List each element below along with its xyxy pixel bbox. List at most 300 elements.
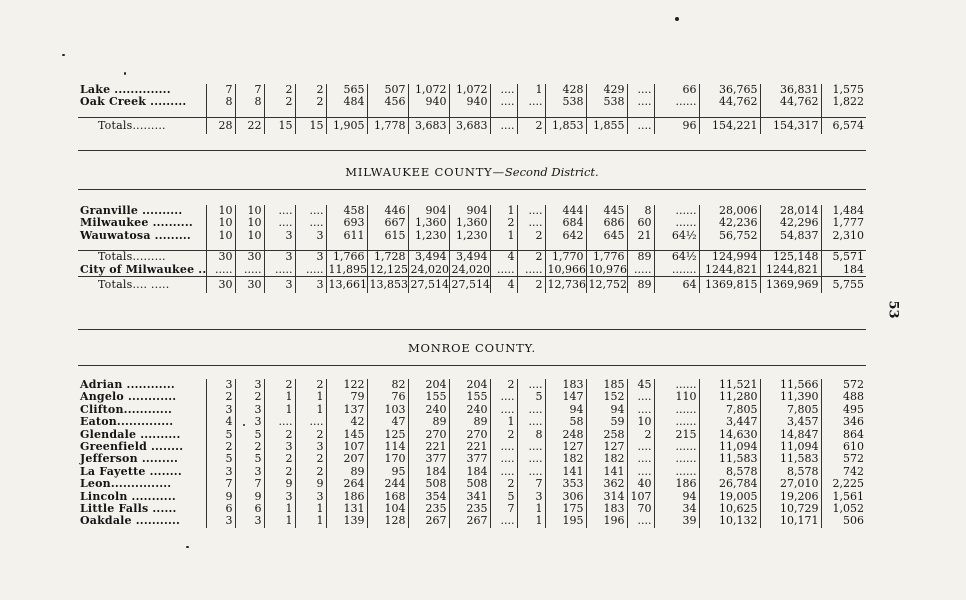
table-cell: 428 — [545, 84, 586, 96]
table-cell: 168 — [367, 491, 408, 503]
spacer-cell — [78, 242, 206, 251]
table-cell: 183 — [545, 379, 586, 391]
table-cell: 22 — [235, 117, 264, 134]
table-cell: ...... — [654, 205, 699, 217]
page-number: 53 — [885, 300, 901, 319]
town-name: Jefferson ......... — [80, 453, 179, 466]
table-cell: 15 — [295, 117, 326, 134]
spacer-cell — [408, 242, 449, 251]
spacer-cell — [367, 242, 408, 251]
table-cell: ..... — [295, 264, 326, 277]
table-cell: 10,132 — [699, 515, 760, 527]
table-cell: 13,853 — [367, 277, 408, 294]
table-cell: ..... — [490, 264, 517, 277]
table-cell: 1 — [490, 205, 517, 217]
table-cell: 64½ — [654, 251, 699, 264]
spacer-cell — [517, 242, 545, 251]
table-cell: .... — [490, 441, 517, 453]
spacer-cell — [367, 109, 408, 118]
table-cell: 139 — [326, 515, 367, 527]
town-name: Greenfield ........ — [80, 441, 184, 454]
table-cell: 565 — [326, 84, 367, 96]
table-cell: 362 — [586, 478, 627, 490]
table-cell: 1 — [517, 84, 545, 96]
table-cell: 1244,821 — [699, 264, 760, 277]
table-cell: 30 — [206, 251, 235, 264]
table-cell: 10,171 — [760, 515, 821, 527]
table-cell: 186 — [654, 478, 699, 490]
table-cell: 615 — [367, 230, 408, 242]
table-cell: 235 — [449, 503, 490, 515]
table-cell: 2 — [490, 478, 517, 490]
table-cell: .... — [264, 416, 295, 428]
town-name: Little Falls ...... — [80, 503, 177, 516]
table-cell: 2 — [264, 453, 295, 465]
table-cell: 27,514 — [408, 277, 449, 294]
table-cell: 2 — [264, 96, 295, 108]
table-cell: 611 — [326, 230, 367, 242]
table-cell: 9 — [264, 478, 295, 490]
table-cell: 354 — [408, 491, 449, 503]
table-cell: 11,094 — [699, 441, 760, 453]
table-cell: 114 — [367, 441, 408, 453]
table-cell: 215 — [654, 429, 699, 441]
table-cell: 34 — [654, 503, 699, 515]
table-cell: 89 — [408, 416, 449, 428]
milwaukee-heading-subtitle: Second District. — [504, 165, 599, 179]
table-cell: 1 — [295, 391, 326, 403]
table-cell: 240 — [449, 404, 490, 416]
table-cell: .... — [517, 379, 545, 391]
table-cell: 642 — [545, 230, 586, 242]
table-cell: 11,895 — [326, 264, 367, 277]
table-cell: 1,853 — [545, 117, 586, 134]
section-divider — [78, 329, 866, 330]
table-cell: 5 — [206, 429, 235, 441]
table-cell: 572 — [821, 379, 866, 391]
table-cell: 3 — [206, 379, 235, 391]
table-cell: 235 — [408, 503, 449, 515]
spacer-cell — [821, 109, 866, 118]
table-cell: 19,206 — [760, 491, 821, 503]
table-cell: ..... — [235, 264, 264, 277]
town-name: Lincoln ........... — [80, 490, 176, 503]
table-cell: 36,831 — [760, 84, 821, 96]
town-name: Eaton.............. — [80, 416, 174, 429]
table-cell: ..... — [206, 264, 235, 277]
table-cell: 3 — [206, 404, 235, 416]
table-cell: 56,752 — [699, 230, 760, 242]
table-cell: 127 — [545, 441, 586, 453]
table-cell: 1,561 — [821, 491, 866, 503]
table-cell: 44,762 — [760, 96, 821, 108]
totals-row — [78, 277, 866, 294]
table-cell: 1244,821 — [760, 264, 821, 277]
table-cell: 42 — [326, 416, 367, 428]
table-cell: 110 — [654, 391, 699, 403]
table-cell: 204 — [408, 379, 449, 391]
table-cell: 89 — [627, 251, 654, 264]
table-cell: 10 — [206, 205, 235, 217]
table-cell: 58 — [545, 416, 586, 428]
table-cell: 2 — [206, 441, 235, 453]
spacer-cell — [490, 242, 517, 251]
spacer-cell — [206, 242, 235, 251]
monroe-heading: MONROE COUNTY. — [407, 341, 537, 355]
table-cell: ..... — [264, 264, 295, 277]
table-cell: 24,020 — [408, 264, 449, 277]
table-cell: 94 — [545, 404, 586, 416]
table-cell: ...... — [654, 416, 699, 428]
table-cell: 1,360 — [408, 217, 449, 229]
table-row — [78, 478, 866, 490]
table-cell: 686 — [586, 217, 627, 229]
table-cell: 3 — [264, 277, 295, 294]
table-cell: 27,010 — [760, 478, 821, 490]
table-row — [78, 264, 866, 277]
table-cell: 30 — [235, 251, 264, 264]
table-cell: 155 — [449, 391, 490, 403]
table-cell: 484 — [326, 96, 367, 108]
table-cell: 1,072 — [449, 84, 490, 96]
spacer-cell — [654, 242, 699, 251]
table-cell: 8,578 — [699, 466, 760, 478]
table-cell: 940 — [408, 96, 449, 108]
table-cell: 693 — [326, 217, 367, 229]
spacer-cell — [295, 109, 326, 118]
table-cell: 742 — [821, 466, 866, 478]
table-cell: 182 — [545, 453, 586, 465]
table-cell: 95 — [367, 466, 408, 478]
table-cell: 128 — [367, 515, 408, 527]
table-cell: 66 — [654, 84, 699, 96]
table-cell: 6,574 — [821, 117, 866, 134]
table-cell: 1 — [264, 503, 295, 515]
table-cell: 184 — [408, 466, 449, 478]
table-cell: 7 — [235, 478, 264, 490]
monroe-table — [78, 379, 866, 528]
table-cell: 64½ — [654, 230, 699, 242]
table-cell: 2 — [295, 429, 326, 441]
table-cell: 7 — [206, 478, 235, 490]
table-cell: 3 — [235, 404, 264, 416]
table-row — [78, 84, 866, 96]
table-row — [78, 453, 866, 465]
table-cell: 10 — [235, 217, 264, 229]
table-cell: 124,994 — [699, 251, 760, 264]
table-cell: 456 — [367, 96, 408, 108]
spacer-cell — [760, 242, 821, 251]
table-cell: 2 — [517, 117, 545, 134]
table-cell: 94 — [586, 404, 627, 416]
table-row — [78, 96, 866, 108]
table-cell: 8,578 — [760, 466, 821, 478]
table-cell: 204 — [449, 379, 490, 391]
table-cell: 122 — [326, 379, 367, 391]
table-cell: 506 — [821, 515, 866, 527]
first-section-table — [78, 84, 866, 134]
table-row — [78, 230, 866, 242]
totals-label: Totals......... — [78, 117, 206, 134]
table-cell: 1 — [264, 391, 295, 403]
table-cell: 3 — [264, 251, 295, 264]
spacer-cell — [821, 242, 866, 251]
town-name: Leon............... — [80, 478, 172, 491]
table-cell: ...... — [654, 96, 699, 108]
table-cell: 7 — [517, 478, 545, 490]
table-cell: 1,575 — [821, 84, 866, 96]
spacer-cell — [627, 242, 654, 251]
table-cell: 1 — [517, 515, 545, 527]
table-cell: 127 — [586, 441, 627, 453]
table-cell: 8 — [517, 429, 545, 441]
spacer-cell — [545, 109, 586, 118]
table-cell: 904 — [449, 205, 490, 217]
table-cell: 3 — [295, 230, 326, 242]
table-cell: .... — [490, 117, 517, 134]
table-cell: ..... — [517, 264, 545, 277]
spacer-cell — [586, 109, 627, 118]
table-cell: 103 — [367, 404, 408, 416]
table-cell: 667 — [367, 217, 408, 229]
table-cell: 306 — [545, 491, 586, 503]
totals-row — [78, 251, 866, 264]
table-cell: 488 — [821, 391, 866, 403]
section-divider — [78, 150, 866, 151]
table-cell: 14,847 — [760, 429, 821, 441]
table-cell: 12,125 — [367, 264, 408, 277]
table-cell: 2 — [627, 429, 654, 441]
table-cell: 3 — [235, 379, 264, 391]
table-cell: 2 — [235, 391, 264, 403]
table-cell: 267 — [449, 515, 490, 527]
table-cell: 3,447 — [699, 416, 760, 428]
table-cell: 2 — [206, 391, 235, 403]
spacer-cell — [326, 242, 367, 251]
table-cell: 24,020 — [449, 264, 490, 277]
table-cell: 10 — [627, 416, 654, 428]
table-cell: 2 — [517, 230, 545, 242]
table-cell: 3 — [264, 230, 295, 242]
table-cell: .... — [490, 404, 517, 416]
table-cell: .... — [627, 404, 654, 416]
table-cell: 507 — [367, 84, 408, 96]
town-name: Adrian ............ — [80, 379, 175, 391]
table-cell: 1 — [490, 416, 517, 428]
spacer-cell — [545, 242, 586, 251]
table-cell: 2 — [490, 217, 517, 229]
table-cell: 147 — [545, 391, 586, 403]
table-cell: 11,280 — [699, 391, 760, 403]
table-cell: 196 — [586, 515, 627, 527]
table-cell: 377 — [408, 453, 449, 465]
table-cell: .... — [517, 205, 545, 217]
spacer-cell — [760, 109, 821, 118]
table-cell: 13,661 — [326, 277, 367, 294]
table-cell: .... — [490, 391, 517, 403]
table-cell: 1,728 — [367, 251, 408, 264]
table-cell: 1369,815 — [699, 277, 760, 294]
spacer-cell — [235, 109, 264, 118]
table-cell: 1369,969 — [760, 277, 821, 294]
table-cell: 28,014 — [760, 205, 821, 217]
table-cell: 141 — [545, 466, 586, 478]
table-row — [78, 404, 866, 416]
table-cell: 314 — [586, 491, 627, 503]
table-cell: 89 — [627, 277, 654, 294]
table-cell: 508 — [408, 478, 449, 490]
table-cell: 10 — [235, 205, 264, 217]
totals-row — [78, 117, 866, 134]
table-cell: 42,296 — [760, 217, 821, 229]
totals-label: Totals.... ..... — [78, 277, 206, 294]
table-cell: 70 — [627, 503, 654, 515]
table-cell: 221 — [408, 441, 449, 453]
table-cell: 4 — [490, 277, 517, 294]
table-cell: 2 — [264, 429, 295, 441]
table-cell: 7,805 — [760, 404, 821, 416]
table-cell: ...... — [654, 217, 699, 229]
table-cell: 244 — [367, 478, 408, 490]
table-cell: 1,766 — [326, 251, 367, 264]
table-cell: 240 — [408, 404, 449, 416]
ink-speck — [675, 17, 679, 21]
table-cell: 141 — [586, 466, 627, 478]
table-cell: 2,225 — [821, 478, 866, 490]
table-cell: 1,230 — [408, 230, 449, 242]
table-row — [78, 391, 866, 403]
table-cell: 145 — [326, 429, 367, 441]
table-cell: 270 — [449, 429, 490, 441]
table-cell: 610 — [821, 441, 866, 453]
table-cell: 221 — [449, 441, 490, 453]
table-row — [78, 379, 866, 391]
table-cell: 3,494 — [449, 251, 490, 264]
table-cell: 904 — [408, 205, 449, 217]
spacer-cell — [326, 109, 367, 118]
table-cell: 3 — [206, 466, 235, 478]
ink-speck — [243, 424, 245, 426]
spacer-cell — [654, 109, 699, 118]
spacer-cell — [449, 109, 490, 118]
table-row — [78, 466, 866, 478]
table-cell: .... — [295, 205, 326, 217]
table-cell: 9 — [206, 491, 235, 503]
table-cell: 446 — [367, 205, 408, 217]
table-cell: 864 — [821, 429, 866, 441]
town-name: Clifton............ — [80, 403, 173, 416]
table-cell: 19,005 — [699, 491, 760, 503]
table-cell: 264 — [326, 478, 367, 490]
table-cell: 28,006 — [699, 205, 760, 217]
table-cell: 125 — [367, 429, 408, 441]
table-cell: .... — [627, 453, 654, 465]
table-cell: 1 — [490, 230, 517, 242]
table-cell: .... — [627, 96, 654, 108]
table-cell: .... — [627, 391, 654, 403]
table-cell: 3 — [206, 515, 235, 527]
table-row — [78, 503, 866, 515]
table-cell: .... — [490, 466, 517, 478]
table-cell: 1,822 — [821, 96, 866, 108]
table-cell: 5 — [235, 429, 264, 441]
table-cell: 5 — [235, 453, 264, 465]
table-cell: 346 — [821, 416, 866, 428]
table-cell: 6 — [235, 503, 264, 515]
table-cell: 11,583 — [699, 453, 760, 465]
table-cell: 538 — [545, 96, 586, 108]
table-cell: 1,778 — [367, 117, 408, 134]
table-cell: 10,625 — [699, 503, 760, 515]
table-cell: ....... — [654, 264, 699, 277]
table-cell: 572 — [821, 453, 866, 465]
table-cell: 21 — [627, 230, 654, 242]
table-cell: .... — [517, 441, 545, 453]
town-name: Lake .............. — [80, 84, 171, 96]
table-cell: 2 — [264, 84, 295, 96]
table-cell: 3 — [235, 515, 264, 527]
table-cell: 2 — [295, 466, 326, 478]
table-cell: 8 — [235, 96, 264, 108]
table-cell: 152 — [586, 391, 627, 403]
table-cell: 267 — [408, 515, 449, 527]
table-cell: 39 — [654, 515, 699, 527]
spacer-cell — [699, 242, 760, 251]
table-cell: 684 — [545, 217, 586, 229]
table-cell: 258 — [586, 429, 627, 441]
table-cell: .... — [490, 96, 517, 108]
table-cell: 2 — [295, 96, 326, 108]
table-cell: 1,230 — [449, 230, 490, 242]
ink-speck — [62, 54, 65, 56]
ink-speck — [186, 546, 189, 548]
town-name: Oakdale ........... — [80, 515, 181, 528]
table-cell: 458 — [326, 205, 367, 217]
table-cell: 28 — [206, 117, 235, 134]
table-cell: 2 — [490, 429, 517, 441]
spacer-cell — [449, 242, 490, 251]
table-cell: 2 — [517, 251, 545, 264]
table-cell: .... — [627, 117, 654, 134]
table-cell: 44,762 — [699, 96, 760, 108]
table-cell: 195 — [545, 515, 586, 527]
table-cell: 10 — [206, 230, 235, 242]
table-cell: 1 — [295, 503, 326, 515]
table-cell: 125,148 — [760, 251, 821, 264]
table-row — [78, 217, 866, 229]
town-name: City of Milwaukee .. — [80, 263, 206, 276]
table-cell: 11,521 — [699, 379, 760, 391]
spacer-cell — [699, 109, 760, 118]
table-cell: ...... — [654, 379, 699, 391]
table-cell: 184 — [821, 264, 866, 277]
table-cell: 11,566 — [760, 379, 821, 391]
table-cell: ...... — [654, 404, 699, 416]
town-name: La Fayette ........ — [80, 465, 182, 478]
table-cell: 1,360 — [449, 217, 490, 229]
table-cell: 185 — [586, 379, 627, 391]
table-cell: 2 — [264, 379, 295, 391]
table-cell: 445 — [586, 205, 627, 217]
table-cell: .... — [517, 453, 545, 465]
table-cell: 3 — [235, 466, 264, 478]
town-name: Milwaukee .......... — [80, 217, 193, 230]
table-cell: 9 — [295, 478, 326, 490]
table-cell: 45 — [627, 379, 654, 391]
table-cell: .... — [517, 404, 545, 416]
table-row — [78, 441, 866, 453]
table-cell: 36,765 — [699, 84, 760, 96]
